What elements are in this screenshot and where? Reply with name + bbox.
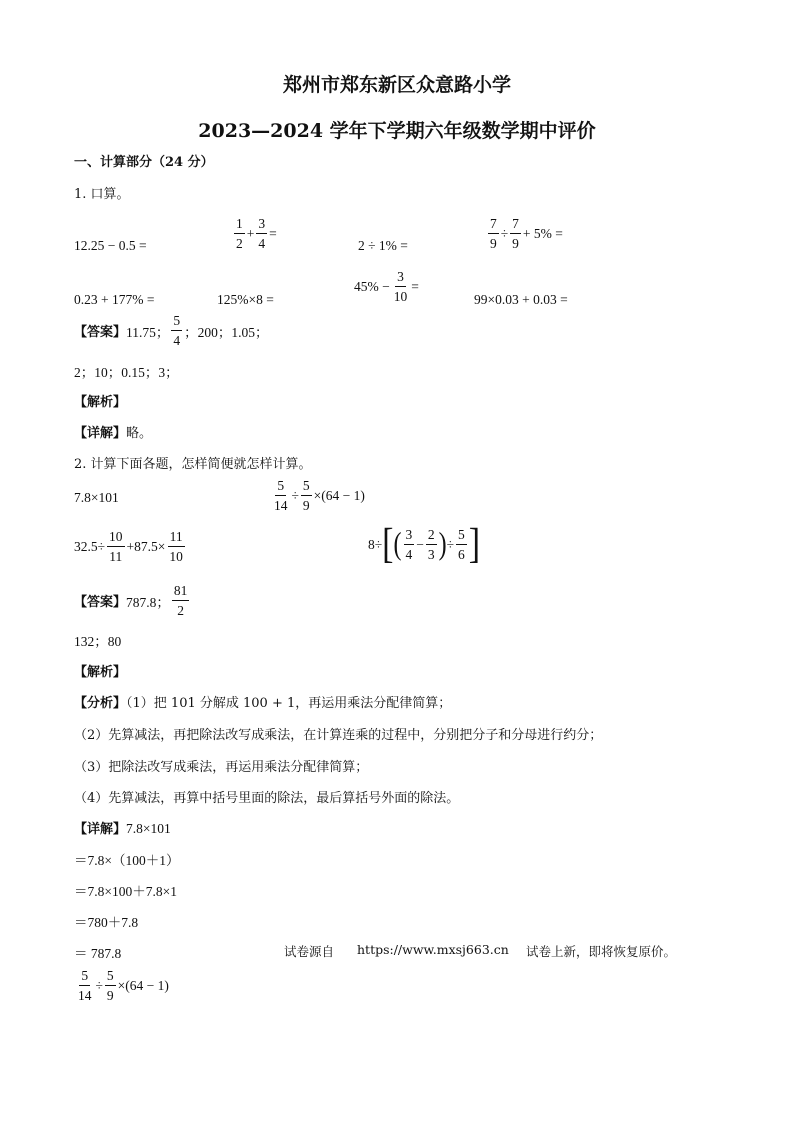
q2-expr-b: $\frac{5}{14}$ ÷ $\frac{5}{9}$ ×(64 − 1) [274, 478, 365, 513]
fraction: $\frac{1}{2}$ [236, 216, 243, 251]
q2-last-expr: $\frac{5}{14}$ ÷ $\frac{5}{9}$ ×(64 − 1) [78, 968, 169, 1003]
fraction: $\frac{3}{10}$ [393, 269, 408, 304]
q2-step-4: ＝ 787.8 [74, 946, 122, 961]
q2-expr-a: 7.8×101 [74, 490, 119, 505]
fraction: $\frac{5}{9}$ [106, 968, 114, 1003]
fraction: $\frac{5}{14}$ [78, 968, 92, 1003]
fraction: $\frac{11}{10}$ [169, 529, 183, 564]
fraction: $\frac{7}{9}$ [490, 216, 497, 251]
q2-analysis-3: （3）把除法改写成乘法，再运用乘法分配律简算； [74, 760, 369, 775]
q2-step-2: ＝7.8×100＋7.8×1 [74, 884, 177, 899]
q2-label: 2. 计算下面各题，怎样简便就怎样计算。 [74, 457, 312, 472]
q2-analysis-2: （2）先算减法，再把除法改写成乘法，在计算连乘的过程中，分别把分子和分母进行约分； [74, 728, 603, 743]
q2-expr-c: 32.5÷ $\frac{10}{11}$ +87.5× $\frac{11}{10}$ [74, 529, 183, 564]
fraction: $\frac{7}{9}$ [512, 216, 519, 251]
left-paren-icon: ( [393, 527, 402, 562]
fraction: $\frac{5}{9}$ [302, 478, 310, 513]
fraction: $\frac{81}{2}$ [173, 583, 188, 618]
q1-expr-d: $\frac{7}{9}$ ÷ $\frac{7}{9}$ + 5% = [490, 216, 563, 251]
q1-expr-g: 45% − $\frac{3}{10}$ = [354, 269, 419, 304]
doc-title-school: 郑州市郑东新区众意路小学 [282, 74, 511, 96]
q2-answer: 【答案】 787.8； $\frac{81}{2}$ [74, 583, 188, 618]
q1-expr-f: 125%×8 = [217, 292, 274, 307]
q1-answer: 【答案】 11.75； $\frac{5}{4}$ ；200；1.05； [74, 313, 269, 348]
footer-note: 试卷上新，即将恢复原价。 [526, 944, 677, 959]
q2-step-3: ＝780＋7.8 [74, 915, 139, 930]
q2-analysis-1: 【分析】（1）把 101 分解成 100 + 1，再运用乘法分配律简算； [74, 696, 452, 711]
fraction: $\frac{5}{14}$ [274, 478, 288, 513]
footer-source-label: 试卷源自 [284, 944, 335, 959]
fraction: $\frac{3}{4}$ [258, 216, 266, 251]
q1-expr-c: 2 ÷ 1% = [358, 238, 408, 253]
fraction: $\frac{5}{4}$ [173, 313, 181, 348]
q1-expr-h: 99×0.03 + 0.03 = [474, 292, 568, 307]
q1-expr-b: $\frac{1}{2}$ + $\frac{3}{4}$ = [236, 216, 277, 251]
q1-expr-e: 0.23 + 177% = [74, 292, 155, 307]
q2-step-1: ＝7.8×（100＋1） [74, 853, 180, 868]
section-heading-calc: 一、计算部分（24 分） [74, 155, 214, 170]
q2-detail: 【详解】7.8×101 [74, 821, 171, 837]
doc-title-exam: 2023—2024 学年下学期六年级数学期中评价 [198, 120, 596, 142]
fraction: $\frac{3}{4}$ [405, 527, 413, 562]
q2-expr-d: 8÷ [ ( $\frac{3}{4}$ − $\frac{2}{3}$ ) ÷ $\frac{5}{6}$ ] [368, 520, 481, 567]
q2-analysis-tag: 【解析】 [74, 665, 127, 680]
footer-url-link[interactable]: https://www.mxsj663.cn [357, 942, 509, 957]
fraction: $\frac{5}{6}$ [458, 527, 465, 562]
q1-analysis-tag: 【解析】 [74, 395, 127, 410]
q1-expr-a: 12.25 − 0.5 = [74, 238, 147, 253]
right-bracket-icon: ] [468, 520, 481, 567]
q1-detail: 【详解】略。 [74, 426, 153, 441]
fraction: $\frac{10}{11}$ [109, 529, 123, 564]
left-bracket-icon: [ [382, 520, 394, 567]
q1-answer-line2: 2；10；0.15；3； [74, 365, 179, 380]
q1-label: 1. 口算。 [74, 187, 130, 202]
q2-analysis-4: （4）先算减法，再算中括号里面的除法，最后算括号外面的除法。 [74, 791, 460, 806]
right-paren-icon: ) [438, 527, 447, 562]
fraction: $\frac{2}{3}$ [427, 527, 435, 562]
q2-answer-line2: 132；80 [74, 634, 122, 649]
